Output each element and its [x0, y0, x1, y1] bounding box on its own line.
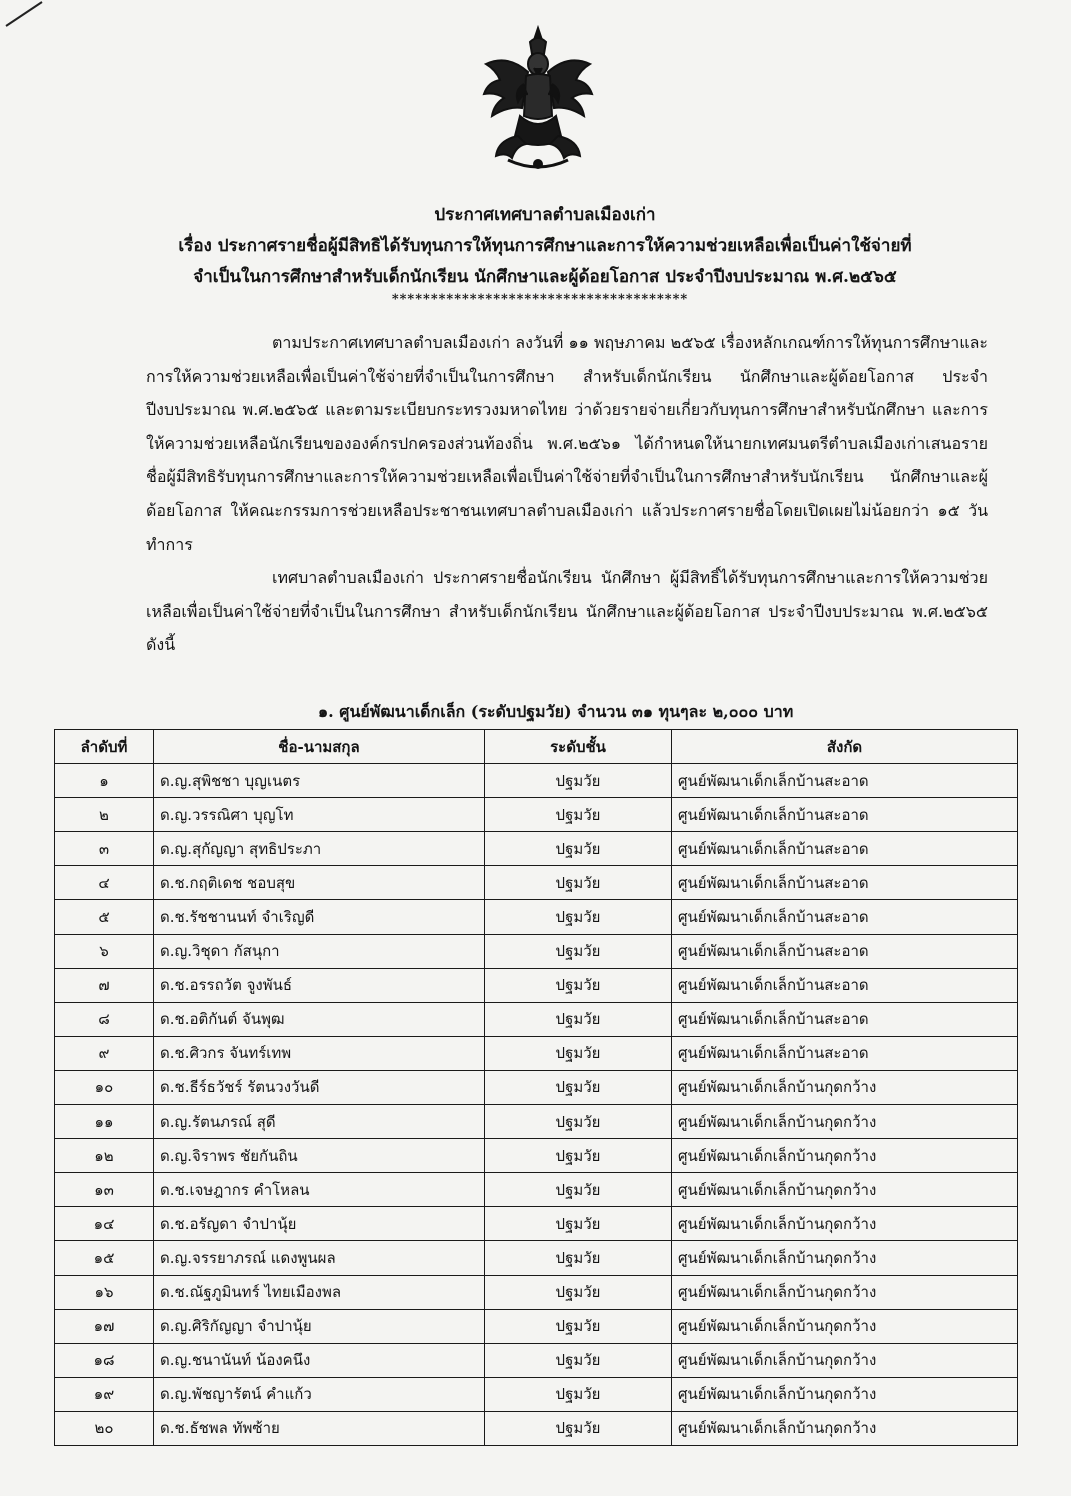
- row-affiliation: ศูนย์พัฒนาเด็กเล็กบ้านสะอาด: [672, 968, 1018, 1002]
- table-row: [55, 798, 1018, 832]
- recipient-table: [54, 729, 1018, 1446]
- table-row: [55, 1105, 1018, 1139]
- row-name: ด.ญ.จรรยาภรณ์ แดงพูนผล: [154, 1241, 485, 1275]
- row-affiliation: ศูนย์พัฒนาเด็กเล็กบ้านกุดกว้าง: [672, 1241, 1018, 1275]
- row-name: ด.ญ.วรรณิศา บุญโท: [154, 798, 485, 832]
- header-level: ระดับชั้น: [485, 730, 672, 764]
- row-order: ๑๑: [55, 1105, 154, 1139]
- subject-line-1: เรื่อง ประกาศรายชื่อผู้มีสิทธิได้รับทุนการให้ทุนการศึกษาและการให้ความช่วยเหลือเพื่อเป็นค่าใช้จ่ายที่: [178, 236, 912, 256]
- subject-line-2: จำเป็นในการศึกษาสำหรับเด็กนักเรียน นักศึกษาและผู้ด้อยโอกาส ประจำปีงบประมาณ พ.ศ.๒๕๖๕: [193, 267, 897, 287]
- table-header-row: [55, 730, 1018, 764]
- row-affiliation: ศูนย์พัฒนาเด็กเล็กบ้านสะอาด: [672, 764, 1018, 798]
- header-order: ลำดับที่: [55, 730, 154, 764]
- paragraph-2: เทศบาลตำบลเมืองเก่า ประกาศรายชื่อนักเรียน นักศึกษา ผู้มีสิทธิ์ได้รับทุนการศึกษาและการให้ความช่วยเหลือเพื่อเป็นค่าใช้จ่ายที่จำเป็นในการศึกษา สำหรับเด็กนักเรียน นักศึกษาและผู้ด้อยโอกาส ประจำปีงบประมาณ พ.ศ.๒๕๖๕ ดังนี้: [146, 568, 988, 655]
- table-row: [55, 1070, 1018, 1104]
- row-level: ปฐมวัย: [485, 1207, 672, 1241]
- scan-mark: [2, 0, 62, 30]
- row-order: ๕: [55, 900, 154, 934]
- table-row: [55, 1411, 1018, 1445]
- row-name: ด.ช.อติกันต์ จันพุฒ: [154, 1002, 485, 1036]
- body-text: [146, 326, 988, 662]
- row-name: ด.ช.อรัญดา จำปานุ้ย: [154, 1207, 485, 1241]
- table-row: [55, 1343, 1018, 1377]
- row-name: ด.ช.กฤติเดช ชอบสุข: [154, 866, 485, 900]
- row-name: ด.ช.ณัฐภูมินทร์ ไทยเมืองพล: [154, 1275, 485, 1309]
- row-order: ๑๓: [55, 1173, 154, 1207]
- separator-line: **************************************: [391, 292, 689, 307]
- row-name: ด.ญ.ศิริกัญญา จำปานุ้ย: [154, 1309, 485, 1343]
- row-affiliation: ศูนย์พัฒนาเด็กเล็กบ้านกุดกว้าง: [672, 1309, 1018, 1343]
- row-name: ด.ช.ธัชพล ทัพซ้าย: [154, 1411, 485, 1445]
- row-name: ด.ช.ศิวกร จันทร์เทพ: [154, 1036, 485, 1070]
- row-order: ๑๕: [55, 1241, 154, 1275]
- row-name: ด.ช.รัชชานนท์ จำเริญดี: [154, 900, 485, 934]
- row-affiliation: ศูนย์พัฒนาเด็กเล็กบ้านกุดกว้าง: [672, 1105, 1018, 1139]
- row-order: ๔: [55, 866, 154, 900]
- row-name: ด.ญ.สุพิชชา บุญเนตร: [154, 764, 485, 798]
- row-name: ด.ญ.วิชุดา กัสนุกา: [154, 934, 485, 968]
- row-order: ๑๒: [55, 1139, 154, 1173]
- row-level: ปฐมวัย: [485, 764, 672, 798]
- row-level: ปฐมวัย: [485, 968, 672, 1002]
- section-heading: ๑. ศูนย์พัฒนาเด็กเล็ก (ระดับปฐมวัย) จำนวน ๓๑ ทุนๆละ ๒,๐๐๐ บาท: [318, 702, 794, 721]
- row-name: ด.ช.ธีร์ธวัชร์ รัตนวงวันดี: [154, 1070, 485, 1104]
- row-order: ๑๖: [55, 1275, 154, 1309]
- paragraph-1: ตามประกาศเทศบาลตำบลเมืองเก่า ลงวันที่ ๑๑ พฤษภาคม ๒๕๖๕ เรื่องหลักเกณฑ์การให้ทุนการศึกษาและการให้ความช่วยเหลือเพื่อเป็นค่าใช้จ่ายที่จำเป็นในการศึกษา สำหรับเด็กนักเรียน นักศึกษาและผู้ด้อยโอกาส ประจำปีงบประมาณ พ.ศ.๒๕๖๕ และตามระเบียบกระทรวงมหาดไทย ว่าด้วยรายจ่ายเกี่ยวกับทุนการศึกษาสำหรับนักศึกษา และการให้ความช่วยเหลือนักเรียนขององค์กรปกครองส่วนท้องถิ่น พ.ศ.๒๕๖๑ ได้กำหนดให้นายกเทศมนตรีตำบลเมืองเก่าเสนอรายชื่อผู้มีสิทธิรับทุนการศึกษาและการให้ความช่วยเหลือเพื่อเป็นค่าใช้จ่ายที่จำเป็นในการศึกษาสำหรับนักเรียน นักศึกษาและผู้ด้อยโอกาส ให้คณะกรรมการช่วยเหลือประชาชนเทศบาลตำบลเมืองเก่า แล้วประกาศรายชื่อโดยเปิดเผยไม่น้อยกว่า ๑๕ วันทำการ: [146, 333, 989, 554]
- table-row: [55, 1139, 1018, 1173]
- row-order: ๑๘: [55, 1343, 154, 1377]
- row-order: ๘: [55, 1002, 154, 1036]
- row-level: ปฐมวัย: [485, 866, 672, 900]
- row-level: ปฐมวัย: [485, 1173, 672, 1207]
- row-order: ๖: [55, 934, 154, 968]
- row-affiliation: ศูนย์พัฒนาเด็กเล็กบ้านสะอาด: [672, 1002, 1018, 1036]
- row-level: ปฐมวัย: [485, 1139, 672, 1173]
- table-body: [55, 764, 1018, 1446]
- row-affiliation: ศูนย์พัฒนาเด็กเล็กบ้านกุดกว้าง: [672, 1275, 1018, 1309]
- table-row: [55, 1173, 1018, 1207]
- header-name: ชื่อ-นามสกุล: [154, 730, 485, 764]
- table-row: [55, 1036, 1018, 1070]
- table-row: [55, 832, 1018, 866]
- row-affiliation: ศูนย์พัฒนาเด็กเล็กบ้านกุดกว้าง: [672, 1173, 1018, 1207]
- row-level: ปฐมวัย: [485, 832, 672, 866]
- row-affiliation: ศูนย์พัฒนาเด็กเล็กบ้านกุดกว้าง: [672, 1377, 1018, 1411]
- table-row: [55, 1002, 1018, 1036]
- row-order: ๙: [55, 1036, 154, 1070]
- table-row: [55, 1275, 1018, 1309]
- row-affiliation: ศูนย์พัฒนาเด็กเล็กบ้านกุดกว้าง: [672, 1207, 1018, 1241]
- row-affiliation: ศูนย์พัฒนาเด็กเล็กบ้านกุดกว้าง: [672, 1411, 1018, 1445]
- table-row: [55, 1377, 1018, 1411]
- row-affiliation: ศูนย์พัฒนาเด็กเล็กบ้านสะอาด: [672, 1036, 1018, 1070]
- garuda-emblem-icon: [478, 24, 598, 176]
- row-name: ด.ญ.สุกัญญา สุทธิประภา: [154, 832, 485, 866]
- row-level: ปฐมวัย: [485, 1105, 672, 1139]
- row-level: ปฐมวัย: [485, 1275, 672, 1309]
- row-level: ปฐมวัย: [485, 1309, 672, 1343]
- row-affiliation: ศูนย์พัฒนาเด็กเล็กบ้านสะอาด: [672, 934, 1018, 968]
- row-level: ปฐมวัย: [485, 1070, 672, 1104]
- row-name: ด.ญ.รัตนภรณ์ สุดี: [154, 1105, 485, 1139]
- row-order: ๑๗: [55, 1309, 154, 1343]
- row-name: ด.ช.อรรถวัต จูงพันธ์: [154, 968, 485, 1002]
- row-affiliation: ศูนย์พัฒนาเด็กเล็กบ้านสะอาด: [672, 798, 1018, 832]
- row-name: ด.ช.เจษฎากร คำโหลน: [154, 1173, 485, 1207]
- row-name: ด.ญ.จิราพร ชัยกันถิน: [154, 1139, 485, 1173]
- row-level: ปฐมวัย: [485, 900, 672, 934]
- row-order: ๓: [55, 832, 154, 866]
- agency-title: ประกาศเทศบาลตำบลเมืองเก่า: [434, 205, 656, 225]
- row-name: ด.ญ.ชนานันท์ น้องคนึง: [154, 1343, 485, 1377]
- row-affiliation: ศูนย์พัฒนาเด็กเล็กบ้านสะอาด: [672, 832, 1018, 866]
- table-row: [55, 1241, 1018, 1275]
- table-row: [55, 968, 1018, 1002]
- table-row: [55, 1207, 1018, 1241]
- table-row: [55, 866, 1018, 900]
- row-name: ด.ญ.พัชญารัตน์ คำแก้ว: [154, 1377, 485, 1411]
- row-order: ๑: [55, 764, 154, 798]
- row-affiliation: ศูนย์พัฒนาเด็กเล็กบ้านสะอาด: [672, 866, 1018, 900]
- row-affiliation: ศูนย์พัฒนาเด็กเล็กบ้านกุดกว้าง: [672, 1343, 1018, 1377]
- table-row: [55, 1309, 1018, 1343]
- row-level: ปฐมวัย: [485, 1343, 672, 1377]
- row-level: ปฐมวัย: [485, 798, 672, 832]
- row-order: ๑๐: [55, 1070, 154, 1104]
- table-row: [55, 764, 1018, 798]
- row-order: ๑๙: [55, 1377, 154, 1411]
- table-row: [55, 900, 1018, 934]
- row-order: ๒: [55, 798, 154, 832]
- row-affiliation: ศูนย์พัฒนาเด็กเล็กบ้านกุดกว้าง: [672, 1139, 1018, 1173]
- row-order: ๗: [55, 968, 154, 1002]
- row-level: ปฐมวัย: [485, 1377, 672, 1411]
- row-level: ปฐมวัย: [485, 934, 672, 968]
- row-affiliation: ศูนย์พัฒนาเด็กเล็กบ้านสะอาด: [672, 900, 1018, 934]
- row-affiliation: ศูนย์พัฒนาเด็กเล็กบ้านกุดกว้าง: [672, 1070, 1018, 1104]
- row-level: ปฐมวัย: [485, 1002, 672, 1036]
- row-level: ปฐมวัย: [485, 1411, 672, 1445]
- table-row: [55, 934, 1018, 968]
- row-order: ๒๐: [55, 1411, 154, 1445]
- header-affiliation: สังกัด: [672, 730, 1018, 764]
- row-order: ๑๔: [55, 1207, 154, 1241]
- row-level: ปฐมวัย: [485, 1241, 672, 1275]
- announcement-title: [80, 200, 1010, 293]
- row-level: ปฐมวัย: [485, 1036, 672, 1070]
